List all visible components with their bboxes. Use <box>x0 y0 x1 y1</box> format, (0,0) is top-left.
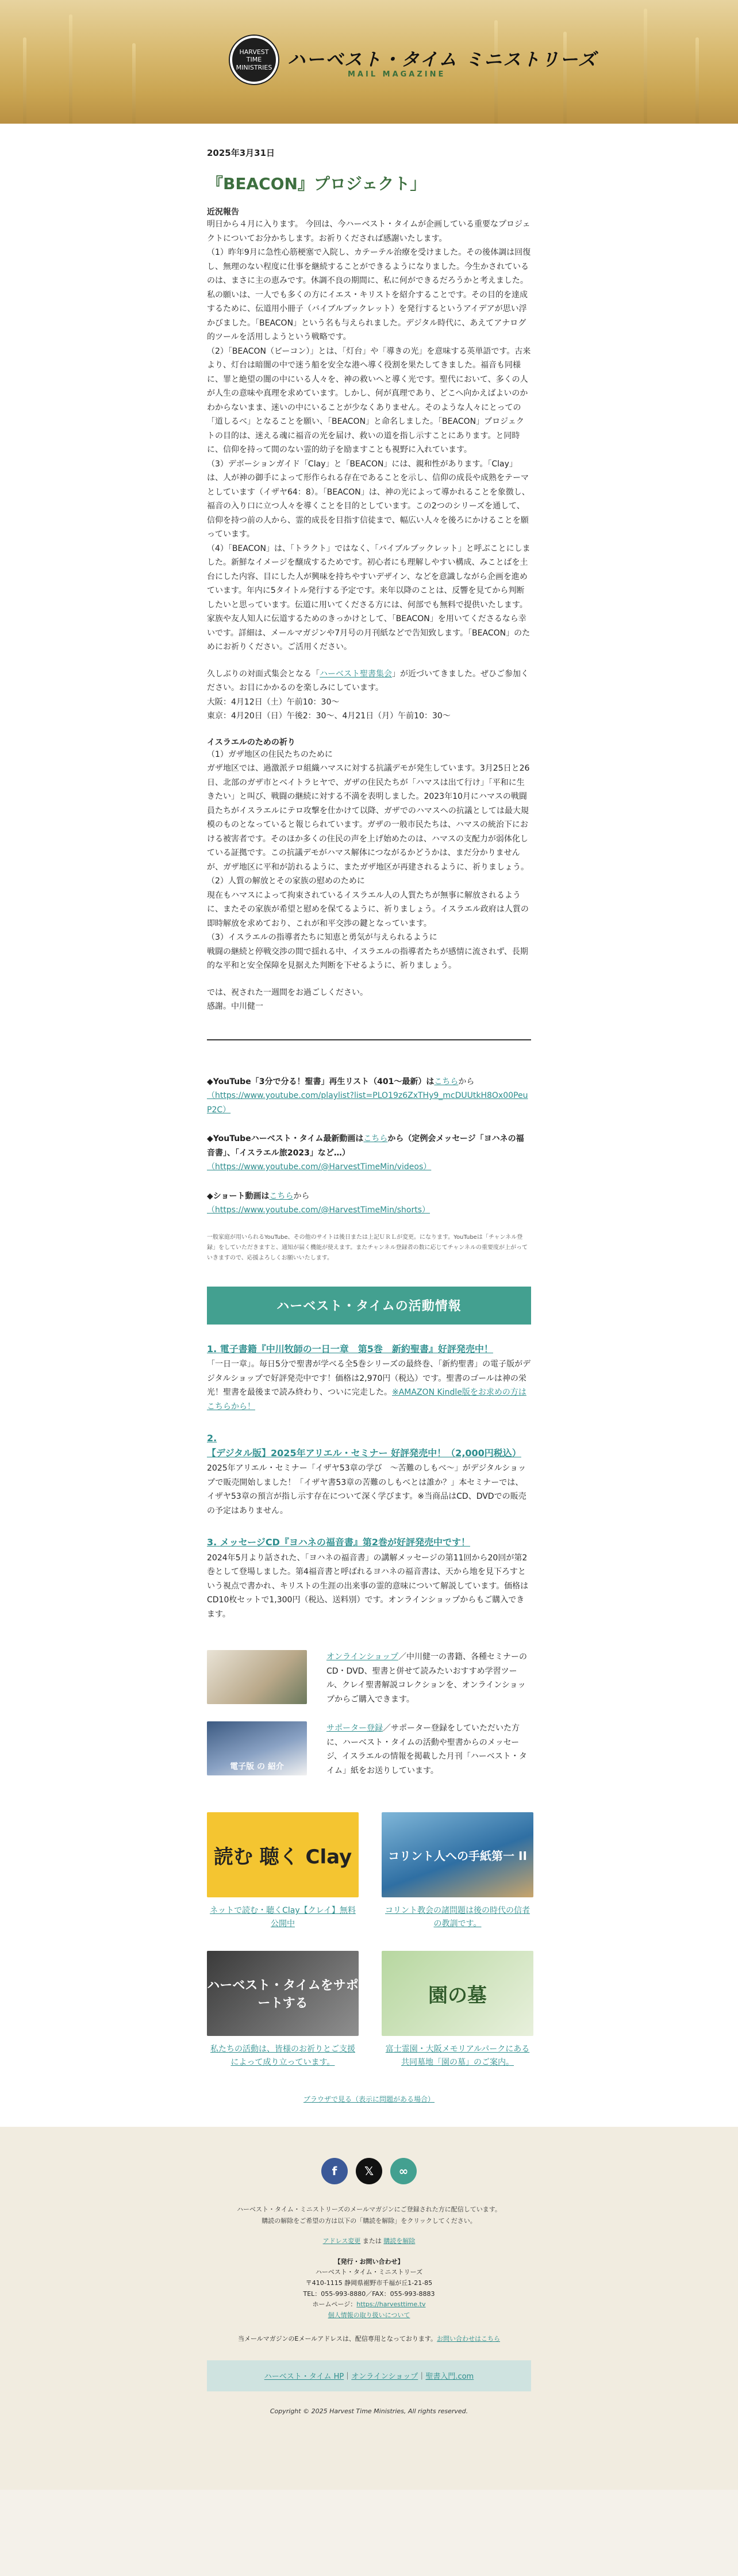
link-icon[interactable]: ∞ <box>390 2158 417 2184</box>
shop-thumbnail[interactable] <box>207 1650 307 1704</box>
activity-item-2-title[interactable]: 2. 【デジタル版】2025年アリエル・セミナー 好評発売中！（2,000円税込） <box>207 1433 521 1459</box>
footer-shop-link[interactable]: オンラインショップ <box>351 2372 418 2382</box>
x-icon[interactable]: 𝕏 <box>356 2158 382 2184</box>
support-text: サポーター登録／サポーター登録をしていただいた方に、ハーベスト・タイムの活動や聖書からのメッセージ、イスラエルの情報を掲載した月刊「ハーベスト・タイム」紙をお送りしています。 <box>326 1724 527 1775</box>
youtube-item-2: ◆YouTubeハーベスト・タイム最新動画はこちらから（定例会メッセージ「ヨハネの福音書」、「イスラエル旅2023」など…） （https://www.youtube.com/@HarvestTimeMin/videos） <box>207 1134 524 1172</box>
view-in-browser-link[interactable]: ブラウザで見る（表示に問題がある場合） <box>303 2095 435 2103</box>
youtube-item-3: ◆ショート動画はこちらから （https://www.youtube.com/@HarvestTimeMin/shorts） <box>207 1191 430 1215</box>
section-divider <box>207 1039 531 1040</box>
amazon-kindle-link[interactable]: ※AMAZON Kindle版をお求めの方はこちらから！ <box>207 1388 526 1411</box>
footer-notice: ハーベスト・タイム・ミニストリーズのメールマガジンにご登録された方に配信しています。 購読の解除をご希望の方は以下の「購読を解除」をクリックしてください。 <box>237 2205 501 2225</box>
contact-link[interactable]: お問い合わせはこちら <box>437 2334 501 2342</box>
copyright: Copyright © 2025 Harvest Time Ministries, All rights reserved. <box>270 2407 468 2415</box>
mail-magazine-label: MAIL MAGAZINE <box>348 70 446 79</box>
youtube-playlist-url[interactable]: （https://www.youtube.com/playlist?list=PLO19z6ZxTHy9_mcDUUtkH8Ox00Peu P2C） <box>207 1091 528 1115</box>
cemetery-banner[interactable]: 園の墓 <box>382 1951 533 2036</box>
issue-date: 2025年3月31日 <box>207 148 275 158</box>
section-heading-israel: イスラエルのための祈り <box>207 737 295 747</box>
clay-caption[interactable]: ネットで読む・聴くClay【クレイ】無料公開中 <box>210 1906 356 1928</box>
news-text: 明日から４月に入ります。 今回は、今ハーベスト・タイムが企画している重要なプロジェクトについてお分かちします。お祈りくだされば感謝いたします。 （1）昨年9月に急性心筋梗塞で入院し、カテーテル治療を受けました。その後体調は回復し、無理のない程度に仕事を継続することができるようになりました。今生かされているのは、まさに主の恵みです。休調不良の期間に、私に何ができるだろうかと考えました。私の願いは、一人でも多くの方にイエス・キリストを紹介することです。その目的を達成するために、伝道用小冊子（バイブルブックレット）を発行するというアイデアが思い浮かびました。「BEACON」という名も与えられました。デジタル時代に、あえてアナログ的ツールを活用しようという戦略です。 （2）「BEACON（ビーコン）」とは、「灯台」や「導きの光」を意味する英単語です。古来より、灯台は暗闇の中で迷う船を安全な港へ導く役割を果たしてきました。福音も同様に、罪と絶望の闇の中にいる人々を、神の救いへと導く光です。聖代において、多くの人が人生の意味や真理を求めています。しかし、何が真理であり、どこへ向かえばよいのかわからないまま、迷いの中にいることが少なくありません。そのような人々にとっての「道しるべ」となることを願い、「BEACON」と命名しました。「BEACON」プロジェクトの目的は、迷える魂に福音の光を届け、救いの道を指し示すことにあります。と同時に、信仰を持って間のない霊的幼子を励ますことも視野に入れています。 （3）デボーションガイド「Clay」と「BEACON」には、親和性があります。「Clay」は、人が神の御手によって形作られる存在であることを示し、信仰の成長や成熟をテーマとしています（イザヤ64：8）。「BEACON」は、神の光によって導かれることを象徴し、福音の入り口に立つ人々を導くことを目的としています。この2つのシリーズを通して、信仰を持つ前の人から、霊的成長を目指す信徒まで、幅広い人々を後ろにかけることを願っています。 （4）「BEACON」は、「トラクト」ではなく、「バイブルブックレット」と呼ぶことにしました。新鮮なイメージを醸成するためです。初心者にも理解しやすい構成、みことばを土台にした内容、目にした人が興味を持ちやすいデザイン、などを意識しながら企画を進めています。年内に5タイトル発行する予定です。来年以降のことは、反響を見てから判断したいと思っています。伝道に用いてくださる方には、何部でも無料で提供いたします。家族や友人知人に伝道するためのきっかけとして、「BEACON」を用いてくださるなら幸いです。詳細は、メールマガジンや7月号の月刊紙などで告知致します。「BEACON」のためにお祈りください。ご活用ください。 <box>207 220 531 652</box>
youtube-shorts-url[interactable]: （https://www.youtube.com/@HarvestTimeMin/shorts） <box>207 1205 430 1215</box>
clay-banner[interactable]: 読む 聴く Clay <box>207 1812 359 1897</box>
promo-card-clay[interactable] <box>207 1812 359 1930</box>
youtube-note: 一般家庭が用いられるYouTube、その他のサイトは後日または上記ＵＲＬが変更。になります。YouTubeは「チャンネル登録」をしていただきますと、通知が届く機能が使えます。またチャンネル登録者の数に応じてチャンネルの重要度が上がっていきますので、応援よろしくお願いいたします。 <box>207 1234 528 1261</box>
event-link[interactable]: ハーベスト聖書集会 <box>320 669 392 679</box>
online-shop-link[interactable]: オンラインショップ <box>326 1652 398 1662</box>
footer-bible-link[interactable]: 聖書入門.com <box>425 2372 474 2382</box>
publisher-info: 【発行・お問い合わせ】 ハーベスト・タイム・ミニストリーズ 〒410-1115 静岡県裾野市千福が丘1-21-85 TEL：055-993-8880／FAX：055-993-8883 ホームページ：https://harvesttime.tv 個人情報の取り扱いについて <box>303 2257 435 2319</box>
shop-row <box>207 1650 531 1706</box>
support-row <box>207 1721 531 1778</box>
promo-card-support[interactable] <box>207 1951 359 2069</box>
support-caption[interactable]: 私たちの活動は、皆様のお祈りとご支援によって成り立っています。 <box>210 2045 355 2067</box>
youtube-latest-link[interactable]: こちら <box>363 1134 388 1143</box>
corinthians-banner[interactable]: コリント人への手紙第一 II <box>382 1812 533 1897</box>
activity-item-2-text: 2025年アリエル・セミナー「イザヤ53章の学び ～苦難のしもべ～」がデジタルショップで販売開始しました！「イザヤ書53章の苦難のしもべとは誰か？」本セミナーでは、イザヤ53章の預言が指し示す存在について深く学びます。※当商品はCD、DVDでの販売の予定はありません。 <box>207 1464 526 1515</box>
activity-item-3-title[interactable]: 3. メッセージCD『ヨハネの福音書』第2巻が好評発売中です！ <box>207 1537 470 1548</box>
cemetery-caption[interactable]: 富士霊園・大阪メモリアルパークにある共同墓地「園の墓」のご案内。 <box>385 2045 530 2067</box>
sender-only-notice: 当メールマガジンのEメールアドレスは、配信専用となっております。お問い合わせはこちら <box>237 2334 501 2342</box>
change-address-link[interactable]: アドレス変更 <box>322 2237 361 2245</box>
promo-card-corinthians[interactable] <box>382 1812 533 1930</box>
main-content <box>0 124 738 2127</box>
shop-text: オンラインショップ／中川健一の書籍、各種セミナーのCD・DVD、聖書と併せて読みたいおすすめ学習ツール、クレイ聖書解説コレクションを、オンラインショップからご購入できます。 <box>326 1652 527 1704</box>
privacy-link[interactable]: 個人情報の取り扱いについて <box>328 2311 410 2319</box>
unsubscribe-link[interactable]: 購読を解除 <box>383 2237 416 2245</box>
promo-card-cemetery[interactable] <box>382 1951 533 2069</box>
facebook-icon[interactable]: f <box>321 2158 348 2184</box>
header-banner <box>0 0 738 124</box>
footer-hp-link[interactable]: ハーベスト・タイム HP <box>264 2372 344 2382</box>
footer-nav-bar: ハーベスト・タイム HP ｜ オンラインショップ ｜ 聖書入門.com <box>207 2360 531 2391</box>
event-paragraph: 久しぶりの対面式集会となる「ハーベスト聖書集会」が近づいてきました。ぜひご参加ください。お目にかかるのを楽しみにしています。 <box>207 669 529 692</box>
youtube-videos-url[interactable]: （https://www.youtube.com/@HarvestTimeMin/videos） <box>207 1162 432 1172</box>
corinthians-caption[interactable]: コリント教会の諸問題は後の時代の信者の教訓です。 <box>385 1906 530 1928</box>
social-icons <box>207 2158 531 2184</box>
promo-grid <box>207 1812 531 2069</box>
youtube-shorts-link[interactable]: こちら <box>269 1191 294 1201</box>
section-heading-news: 近況報告 <box>207 208 239 217</box>
homepage-link[interactable]: https://harvesttime.tv <box>356 2301 426 2309</box>
activity-item-1-title[interactable]: 1. 電子書籍『中川牧師の一日一章 第5巻 新約聖書』好評発売中！ <box>207 1343 493 1354</box>
activity-item-1-text: 「一日一章」。毎日5分で聖書が学べる全5巻シリーズの最終巻、「新約聖書」の電子版がデジタルショップで好評発売中です！価格は2,970円（税込）です。聖書のゴールは神の栄光！聖書を最後まで読み終わり、ついに完走した。※AMAZON Kindle版をお求めの方はこちらから！ <box>207 1360 531 1411</box>
activity-banner: ハーベスト・タイムの活動情報 <box>207 1287 531 1325</box>
activity-item-3 <box>207 1535 531 1621</box>
activity-item-3-text: 2024年5月より話された、「ヨハネの福音書」の講解メッセージの第11回から20回が第2巻として登場しました。第4福音書と呼ばれるヨハネの福音書は、天から地を見下ろすという視点で書かれ、キリストの生涯の出来事の霊的意味について解説しています。価格はCD10枚セットで1,300円（税込、送料別）です。オンラインショップからもご購入できます。 <box>207 1553 529 1619</box>
footer <box>0 2127 738 2449</box>
activity-item-2 <box>207 1431 531 1518</box>
event-tokyo: 東京：4月20日（日）午後2：30～、4月21日（月）午前10：30～ <box>207 711 451 721</box>
article-title: 『BEACON』プロジェクト」 <box>207 174 426 193</box>
activity-item-1 <box>207 1342 531 1414</box>
support-thumbnail[interactable]: 電子版 の 紹介 <box>207 1721 307 1775</box>
footer-links: アドレス変更 または 購読を解除 <box>322 2237 416 2245</box>
support-banner[interactable]: ハーベスト・タイムをサポートする <box>207 1951 359 2036</box>
brand-name: ハーベスト・タイム ミニストリーズ <box>287 49 597 70</box>
logo-emblem: HARVEST TIME MINISTRIES <box>230 36 278 84</box>
event-osaka: 大阪：4月12日（土）午前10：30～ <box>207 697 340 707</box>
youtube-item-1: ◆YouTube「3分で分る！聖書」再生リスト（401～最新）はこちらから （https://www.youtube.com/playlist?list=PLO19z6ZxTHy9_mcDUUtkH8Ox00Peu P2C） <box>207 1077 528 1115</box>
israel-prayer-text: （1）ガザ地区の住民たちのために ガザ地区では、過激派テロ組織ハマスに対する抗議デモが発生しています。3月25日と26日、北部のガザ市とベイトラヒヤで、ガザの住民たちが「ハマスは出て行け」「平和に生きたい」と叫び、戦闘の継続に対する不満を表明しました。2023年10月にハマスの戦闘員たちがイスラエルにテロ攻撃を仕かけて以降、ガザでのハマスへの抗議としては最大規模のものとなっていると報じられています。ガザの一般市民たちは、ハマスの統治下における被害者です。そのほか多くの住民の声を上げ始めたのは、ハマスの支配力が弱体化している証拠です。この抗議デモがハマス解体につながるかどうかは、まだ分かりませんが、ガザ地区に平和が訪れるように、またガザ地区が再建されるように、祈りましょう。 （2）人質の解放とその家族の慰めのために 現在もハマスによって拘束されているイスラエル人の人質たちが無事に解放されるように、またその家族が希望と慰めを保てるように、祈りましょう。イスラエル政府は人質の即時解放を求めており、これが和平交渉の鍵となっています。 （3）イスラエルの指導者たちに知恵と勇気が与えられるように 戦闘の継続と停戦交渉の間で揺れる中、イスラエルの指導者たちが感情に流されず、長期的な平和と安全保障を見据えた判断を下せるように、祈りましょう。 <box>207 749 530 970</box>
closing-text: では、祝された一週間をお過ごしください。 感謝。中川健一 <box>207 987 368 1011</box>
supporter-link[interactable]: サポーター登録 <box>326 1724 383 1733</box>
youtube-playlist-link[interactable]: こちら <box>434 1077 459 1086</box>
